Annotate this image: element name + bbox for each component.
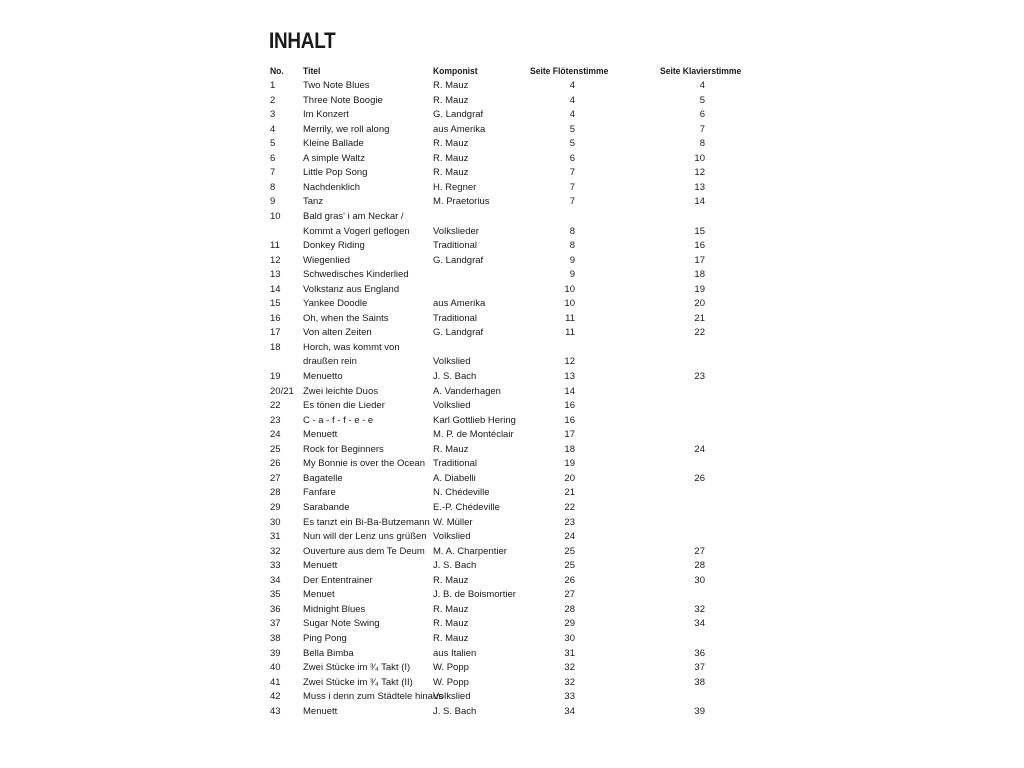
- row-flute-page: 14: [564, 385, 575, 397]
- row-piano-page: 5: [699, 94, 705, 106]
- table-row: [0, 255, 1024, 269]
- row-flute-page: 33: [564, 691, 575, 703]
- row-flute-page: 27: [564, 589, 575, 601]
- row-flute-page: 11: [565, 327, 575, 339]
- row-composer: aus Italien: [433, 647, 477, 659]
- row-title: Yankee Doodle: [303, 298, 368, 310]
- row-title: Schwedisches Kinderlied: [303, 269, 409, 281]
- row-flute-page: 23: [564, 516, 575, 528]
- row-flute-page: 5: [569, 123, 575, 135]
- row-title: Bald gras' i am Neckar /: [303, 211, 404, 222]
- row-composer: R. Mauz: [433, 618, 469, 630]
- table-row: [0, 80, 1024, 94]
- table-row: [0, 153, 1024, 167]
- table-row: [0, 298, 1024, 312]
- row-composer: Volkslied: [433, 356, 471, 368]
- row-composer: W. Popp: [433, 662, 469, 673]
- table-row: [0, 662, 1024, 676]
- row-title: Three Note Boogie: [303, 94, 383, 106]
- row-composer: R. Mauz: [433, 80, 469, 91]
- table-row: [0, 284, 1024, 298]
- row-composer: R. Mauz: [433, 94, 469, 106]
- row-composer: G. Landgraf: [433, 109, 484, 121]
- row-flute-page: 31: [564, 647, 575, 659]
- row-flute-page: 7: [569, 167, 575, 179]
- table-row: [0, 633, 1024, 647]
- table-row: [0, 226, 1024, 240]
- table-row: [0, 589, 1024, 603]
- row-number: 39: [270, 647, 281, 659]
- row-composer: R. Mauz: [433, 167, 469, 179]
- row-composer: E.-P. Chédeville: [433, 502, 500, 513]
- row-number: 6: [270, 152, 276, 164]
- row-title: draußen rein: [303, 356, 357, 368]
- row-title: Zwei Stücke im ³⁄₄ Takt (I): [303, 662, 411, 673]
- table-row: [0, 124, 1024, 138]
- table-row: [0, 400, 1024, 414]
- table-row: [0, 677, 1024, 691]
- row-title: Nun will der Lenz uns grüßen: [303, 531, 427, 542]
- table-row: [0, 429, 1024, 443]
- row-piano-page: 20: [694, 298, 705, 310]
- row-piano-page: 16: [694, 240, 705, 252]
- row-composer: M. P. de Montéclair: [433, 429, 514, 441]
- row-number: 19: [270, 371, 281, 382]
- row-title: Zwei leichte Duos: [303, 385, 378, 397]
- row-title: Wiegenlied: [303, 254, 350, 266]
- row-flute-page: 5: [569, 138, 575, 150]
- column-header-piano-page: Seite Klavierstimme: [660, 66, 742, 77]
- row-number: 9: [270, 196, 276, 208]
- row-number: 38: [270, 632, 281, 644]
- row-composer: W. Popp: [433, 676, 469, 688]
- row-flute-page: 24: [564, 531, 575, 542]
- row-title: Im Konzert: [303, 109, 349, 121]
- row-number: 30: [270, 516, 281, 528]
- column-header-composer: Komponist: [433, 66, 478, 77]
- row-flute-page: 17: [564, 429, 575, 441]
- row-number: 36: [270, 603, 281, 615]
- row-flute-page: 26: [564, 574, 575, 586]
- row-piano-page: 34: [694, 618, 705, 630]
- row-composer: J. S. Bach: [433, 371, 477, 382]
- row-piano-page: 8: [699, 138, 705, 150]
- row-title: Oh, when the Saints: [303, 312, 389, 324]
- row-piano-page: 37: [694, 662, 705, 673]
- row-title: Bagatelle: [303, 472, 343, 484]
- row-composer: J. B. de Boismortier: [433, 589, 516, 601]
- row-number: 13: [270, 269, 281, 281]
- row-number: 28: [270, 487, 281, 499]
- row-title: Nachdenklich: [303, 181, 361, 193]
- row-composer: Volkslieder: [433, 225, 479, 237]
- table-row: [0, 560, 1024, 574]
- row-piano-page: 30: [694, 574, 705, 586]
- row-piano-page: 21: [694, 312, 705, 324]
- row-piano-page: 13: [694, 181, 705, 193]
- row-number: 32: [270, 545, 281, 557]
- row-title: Bella Bimba: [303, 647, 354, 659]
- row-flute-page: 20: [564, 472, 575, 484]
- row-composer: J. S. Bach: [433, 705, 477, 717]
- table-row: [0, 342, 1024, 356]
- row-flute-page: 25: [564, 545, 575, 557]
- row-piano-page: 28: [694, 560, 705, 572]
- row-number: 25: [270, 443, 281, 455]
- row-flute-page: 10: [564, 283, 575, 295]
- row-flute-page: 19: [564, 458, 575, 470]
- row-title: Muss i denn zum Städtele hinaus: [303, 691, 443, 703]
- table-row: [0, 648, 1024, 662]
- row-title: Rock for Beginners: [303, 443, 384, 455]
- row-flute-page: 12: [564, 356, 575, 368]
- table-row: [0, 517, 1024, 531]
- row-flute-page: 21: [564, 487, 575, 499]
- row-piano-page: 10: [694, 152, 705, 164]
- row-piano-page: 22: [694, 327, 705, 339]
- row-piano-page: 4: [699, 80, 705, 91]
- row-number: 29: [270, 502, 281, 513]
- row-title: Menuetto: [303, 371, 343, 382]
- row-composer: Volkslied: [433, 691, 471, 703]
- table-row: [0, 618, 1024, 632]
- row-title: Menuett: [303, 429, 338, 441]
- row-piano-page: 23: [694, 371, 705, 382]
- row-number: 2: [270, 94, 276, 106]
- row-title: Kleine Ballade: [303, 138, 364, 150]
- row-composer: R. Mauz: [433, 138, 469, 150]
- row-piano-page: 39: [694, 705, 705, 717]
- row-flute-page: 8: [569, 240, 575, 252]
- row-number: 1: [270, 80, 276, 91]
- row-composer: R. Mauz: [433, 152, 469, 164]
- row-number: 10: [270, 211, 281, 222]
- row-composer: N. Chédeville: [433, 487, 490, 499]
- row-composer: Traditional: [433, 312, 478, 324]
- row-composer: Traditional: [433, 458, 478, 470]
- row-piano-page: 36: [694, 647, 705, 659]
- row-piano-page: 7: [699, 123, 705, 135]
- row-piano-page: 14: [694, 196, 705, 208]
- table-row: [0, 313, 1024, 327]
- row-composer: Volkslied: [433, 400, 471, 412]
- row-number: 23: [270, 414, 281, 426]
- row-number: 15: [270, 298, 281, 310]
- row-title: Der Ententrainer: [303, 574, 373, 586]
- row-piano-page: 26: [694, 472, 705, 484]
- row-flute-page: 9: [569, 269, 575, 281]
- row-flute-page: 32: [564, 662, 575, 673]
- table-row: [0, 109, 1024, 123]
- column-header-title: Titel: [303, 66, 321, 77]
- row-title: Ping Pong: [303, 632, 347, 644]
- row-composer: G. Landgraf: [433, 254, 484, 266]
- table-row: [0, 269, 1024, 283]
- row-flute-page: 18: [564, 443, 575, 455]
- row-number: 43: [270, 705, 281, 717]
- row-composer: Karl Gottlieb Hering: [433, 414, 516, 426]
- row-number: 5: [270, 138, 276, 150]
- row-title: Sugar Note Swing: [303, 618, 380, 630]
- row-number: 16: [270, 312, 281, 324]
- row-number: 20/21: [270, 385, 294, 397]
- row-flute-page: 9: [569, 254, 575, 266]
- row-title: Tanz: [303, 196, 324, 208]
- row-composer: Traditional: [433, 240, 478, 252]
- table-row: [0, 95, 1024, 109]
- table-row: [0, 211, 1024, 225]
- table-row: [0, 196, 1024, 210]
- row-number: 41: [270, 676, 281, 688]
- row-flute-page: 34: [564, 705, 575, 717]
- table-row: [0, 706, 1024, 720]
- row-title: My Bonnie is over the Ocean: [303, 458, 425, 470]
- row-flute-page: 7: [569, 196, 575, 208]
- table-row: [0, 691, 1024, 705]
- table-row: [0, 182, 1024, 196]
- row-flute-page: 4: [569, 80, 575, 91]
- page-title: INHALT: [269, 28, 336, 53]
- table-row: [0, 167, 1024, 181]
- row-number: 40: [270, 662, 281, 673]
- row-flute-page: 11: [565, 312, 575, 324]
- row-number: 37: [270, 618, 281, 630]
- row-piano-page: 32: [694, 603, 705, 615]
- row-number: 12: [270, 254, 281, 266]
- row-composer: W. Müller: [433, 516, 473, 528]
- row-title: Volkstanz aus England: [303, 283, 400, 295]
- row-flute-page: 13: [564, 371, 575, 382]
- row-number: 42: [270, 691, 281, 703]
- row-title: Von alten Zeiten: [303, 327, 372, 339]
- row-number: 8: [270, 181, 276, 193]
- row-composer: M. A. Charpentier: [433, 545, 507, 557]
- row-title: Sarabande: [303, 502, 350, 513]
- row-number: 18: [270, 341, 281, 353]
- table-row: [0, 575, 1024, 589]
- row-flute-page: 22: [564, 502, 575, 513]
- row-title: C - a - f - f - e - e: [303, 414, 374, 426]
- row-number: 35: [270, 589, 281, 601]
- row-number: 22: [270, 400, 281, 412]
- row-number: 7: [270, 167, 276, 179]
- row-piano-page: 24: [694, 443, 705, 455]
- row-flute-page: 30: [564, 632, 575, 644]
- table-row: [0, 138, 1024, 152]
- row-title: A simple Waltz: [303, 152, 365, 164]
- row-composer: R. Mauz: [433, 632, 469, 644]
- row-title: Menuet: [303, 589, 335, 601]
- row-flute-page: 28: [564, 603, 575, 615]
- table-row: [0, 458, 1024, 472]
- table-row: [0, 502, 1024, 516]
- row-composer: J. S. Bach: [433, 560, 477, 572]
- row-composer: R. Mauz: [433, 574, 469, 586]
- table-row: [0, 473, 1024, 487]
- row-composer: R. Mauz: [433, 443, 469, 455]
- row-title: Zwei Stücke im ³⁄₄ Takt (II): [303, 676, 413, 688]
- row-title: Two Note Blues: [303, 80, 370, 91]
- table-row: [0, 415, 1024, 429]
- row-title: Es tönen die Lieder: [303, 400, 385, 412]
- row-number: 24: [270, 429, 281, 441]
- row-piano-page: 12: [694, 167, 705, 179]
- row-title: Kommt a Vogerl geflogen: [303, 225, 410, 237]
- table-row: [0, 487, 1024, 501]
- row-number: 34: [270, 574, 281, 586]
- table-row: [0, 240, 1024, 254]
- row-number: 11: [270, 240, 280, 252]
- row-flute-page: 25: [564, 560, 575, 572]
- row-composer: A. Diabelli: [433, 472, 476, 484]
- row-flute-page: 6: [569, 152, 575, 164]
- row-piano-page: 6: [699, 109, 705, 121]
- row-title: Little Pop Song: [303, 167, 368, 179]
- row-title: Menuett: [303, 705, 338, 717]
- row-composer: Volkslied: [433, 531, 471, 542]
- row-piano-page: 38: [694, 676, 705, 688]
- table-row: [0, 327, 1024, 341]
- row-piano-page: 27: [694, 545, 705, 557]
- row-number: 33: [270, 560, 281, 572]
- row-composer: G. Landgraf: [433, 327, 484, 339]
- row-piano-page: 18: [694, 269, 705, 281]
- row-title: Fanfare: [303, 487, 336, 499]
- row-flute-page: 16: [564, 400, 575, 412]
- row-title: Donkey Riding: [303, 240, 365, 252]
- table-row: [0, 386, 1024, 400]
- table-row: [0, 546, 1024, 560]
- row-flute-page: 16: [564, 414, 575, 426]
- row-flute-page: 4: [569, 94, 575, 106]
- table-row: [0, 531, 1024, 545]
- row-composer: aus Amerika: [433, 298, 486, 310]
- row-title: Menuett: [303, 560, 338, 572]
- table-row: [0, 356, 1024, 370]
- row-flute-page: 10: [564, 298, 575, 310]
- row-piano-page: 19: [694, 283, 705, 295]
- row-number: 4: [270, 123, 276, 135]
- row-title: Merrily, we roll along: [303, 123, 390, 135]
- row-piano-page: 15: [694, 225, 705, 237]
- row-composer: M. Praetorius: [433, 196, 490, 208]
- row-number: 3: [270, 109, 276, 121]
- row-flute-page: 4: [569, 109, 575, 121]
- row-flute-page: 8: [569, 225, 575, 237]
- row-number: 26: [270, 458, 281, 470]
- row-piano-page: 17: [694, 254, 705, 266]
- row-title: Ouverture aus dem Te Deum: [303, 545, 425, 557]
- table-row: [0, 371, 1024, 385]
- row-flute-page: 29: [564, 618, 575, 630]
- row-number: 31: [270, 531, 281, 542]
- row-flute-page: 7: [569, 181, 575, 193]
- row-number: 14: [270, 283, 281, 295]
- column-header-flute-page: Seite Flötenstimme: [530, 66, 609, 77]
- row-flute-page: 32: [564, 676, 575, 688]
- row-number: 17: [270, 327, 281, 339]
- row-composer: A. Vanderhagen: [433, 385, 501, 397]
- row-number: 27: [270, 472, 281, 484]
- row-composer: H. Regner: [433, 181, 477, 193]
- column-header-no: No.: [270, 66, 284, 77]
- row-composer: aus Amerika: [433, 123, 486, 135]
- row-title: Horch, was kommt von: [303, 341, 400, 353]
- table-row: [0, 444, 1024, 458]
- row-title: Es tanzt ein Bi-Ba-Butzemann: [303, 516, 430, 528]
- row-composer: R. Mauz: [433, 603, 469, 615]
- table-row: [0, 604, 1024, 618]
- row-title: Midnight Blues: [303, 603, 366, 615]
